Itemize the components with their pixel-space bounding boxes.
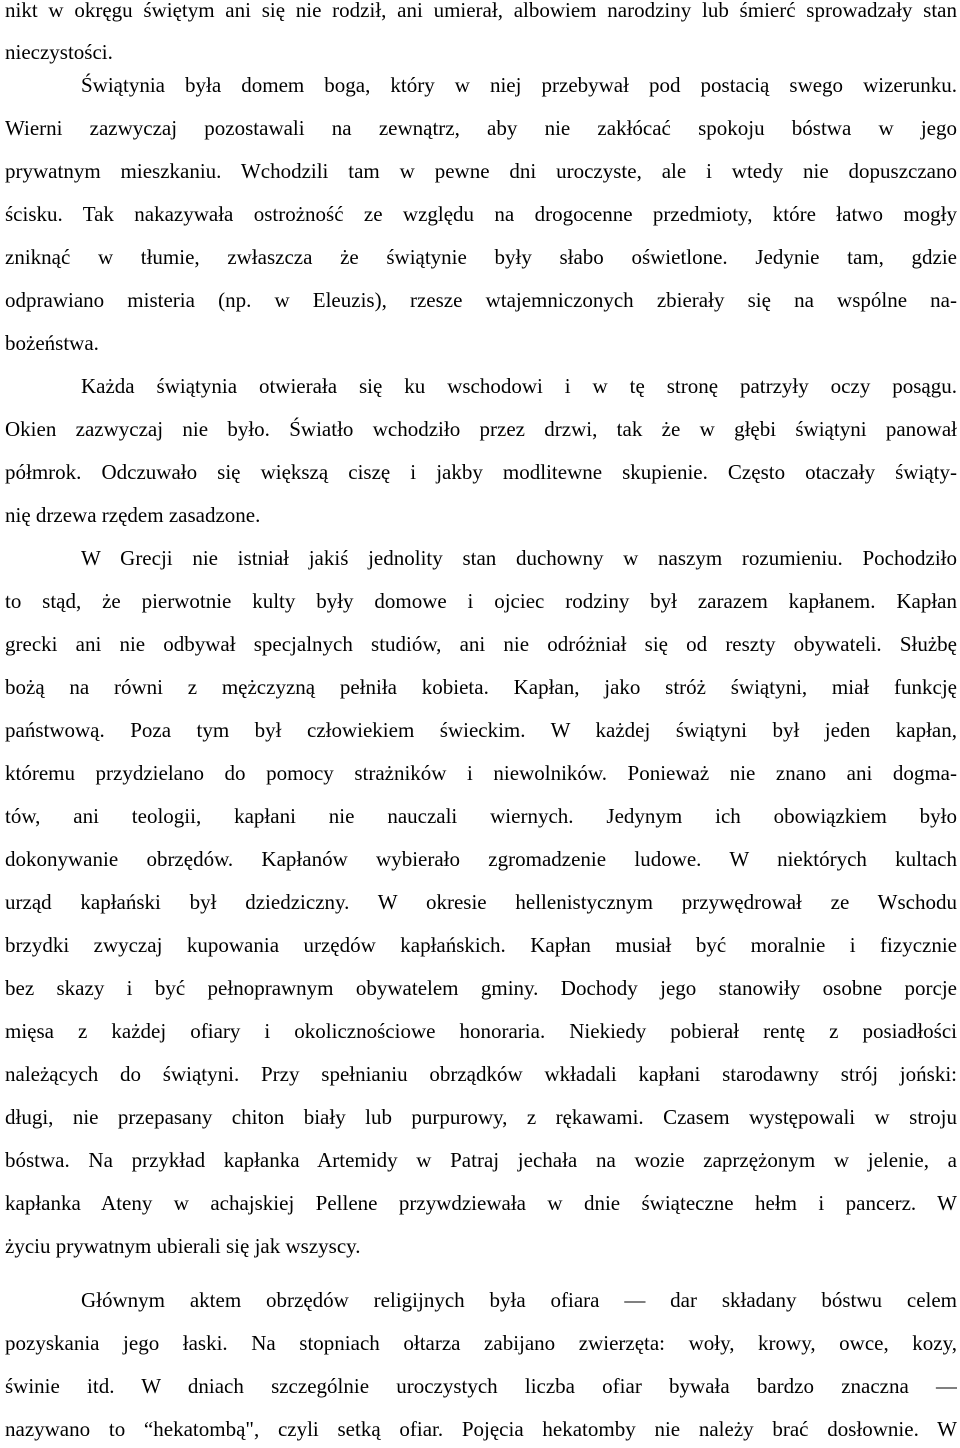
text-line: tów, ani teologii, kapłani nie nauczali wiernych. Jedynym ich obowiązkiem było	[5, 804, 957, 828]
text-line: nię drzewa rzędem zasadzone.	[5, 503, 261, 527]
text-line: Głównym aktem obrzędów religijnych była ofiara — dar składany bóstwu celem	[81, 1288, 957, 1312]
text-line: grecki ani nie odbywał specjalnych studiów, ani nie odróżniał się od reszty obywateli. Służbę	[5, 632, 957, 656]
text-line: świnie itd. W dniach szczególnie uroczystych liczba ofiar bywała bardzo znaczna —	[5, 1374, 957, 1398]
text-line: Wierni zazwyczaj pozostawali na zewnątrz, aby nie zakłócać spokoju bóstwa w jego	[5, 116, 957, 140]
text-line: urząd kapłański był dziedziczny. W okresie hellenistycznym przywędrował ze Wschodu	[5, 890, 957, 914]
text-line: mięsa z każdej ofiary i okolicznościowe honoraria. Niekiedy pobierał rentę z posiadłości	[5, 1019, 957, 1043]
text-line: kapłanka Ateny w achajskiej Pellene przywdziewała w dnie świąteczne hełm i pancerz. W	[5, 1191, 957, 1215]
text-line: bożeństwa.	[5, 331, 99, 355]
text-line: długi, nie przepasany chiton biały lub purpurowy, z rękawami. Czasem występowali w stroju	[5, 1105, 957, 1129]
text-line: prywatnym mieszkaniu. Wchodzili tam w pewne dni uroczyste, ale i wtedy nie dopuszczano	[5, 159, 957, 183]
text-line: państwową. Poza tym był człowiekiem świeckim. W każdej świątyni był jeden kapłan,	[5, 718, 957, 742]
text-line: Świątynia była domem boga, który w niej przebywał pod postacią swego wizerunku.	[81, 73, 957, 97]
text-line: Okien zazwyczaj nie było. Światło wchodziło przez drzwi, tak że w głębi świątyni panował	[5, 417, 957, 441]
text-line: Każda świątynia otwierała się ku wschodowi i w tę stronę patrzyły oczy posągu.	[81, 374, 957, 398]
text-line: bożą na równi z mężczyzną pełniła kobieta. Kapłan, jako stróż świątyni, miał funkcję	[5, 675, 957, 699]
text-line: nieczystości.	[5, 40, 113, 64]
text-line: nikt w okręgu świętym ani się nie rodził, ani umierał, albowiem narodziny lub śmierć sprowadzały stan	[5, 0, 957, 22]
text-line: to stąd, że pierwotnie kulty były domowe i ojciec rodziny był zarazem kapłanem. Kapłan	[5, 589, 957, 613]
text-line: półmrok. Odczuwało się większą ciszę i jakby modlitewne skupienie. Często otaczały świąty-	[5, 460, 957, 484]
text-line: bóstwa. Na przykład kapłanka Artemidy w Patraj jechała na wozie zaprzężonym w jelenie, a	[5, 1148, 957, 1172]
text-line: ścisku. Tak nakazywała ostrożność ze względu na drogocenne przedmioty, które łatwo mogły	[5, 202, 957, 226]
text-line: któremu przydzielano do pomocy strażników i niewolników. Ponieważ nie znano ani dogma-	[5, 761, 957, 785]
text-line: bez skazy i być pełnoprawnym obywatelem gminy. Dochody jego stanowiły osobne porcje	[5, 976, 957, 1000]
text-line: brzydki zwyczaj kupowania urzędów kapłańskich. Kapłan musiał być moralnie i fizycznie	[5, 933, 957, 957]
text-line: życiu prywatnym ubierali się jak wszyscy.	[5, 1234, 361, 1258]
text-line: dokonywanie obrzędów. Kapłanów wybierało zgromadzenie ludowe. W niektórych kultach	[5, 847, 957, 871]
text-line: zniknąć w tłumie, zwłaszcza że świątynie były słabo oświetlone. Jedynie tam, gdzie	[5, 245, 957, 269]
text-line: odprawiano misteria (np. w Eleuzis), rzesze wtajemniczonych zbierały się na wspólne na-	[5, 288, 957, 312]
text-line: W Grecji nie istniał jakiś jednolity stan duchowny w naszym rozumieniu. Pochodziło	[81, 546, 957, 570]
document-page	[5, 0, 957, 1448]
text-line: należących do świątyni. Przy spełnianiu obrządków wkładali kapłani starodawny strój joński:	[5, 1062, 957, 1086]
text-line: nazywano to “hekatombą", czyli setką ofiar. Pojęcia hekatomby nie należy brać dosłownie. W	[5, 1417, 957, 1441]
text-line: pozyskania jego łaski. Na stopniach ołtarza zabijano zwierzęta: woły, krowy, owce, kozy,	[5, 1331, 957, 1355]
